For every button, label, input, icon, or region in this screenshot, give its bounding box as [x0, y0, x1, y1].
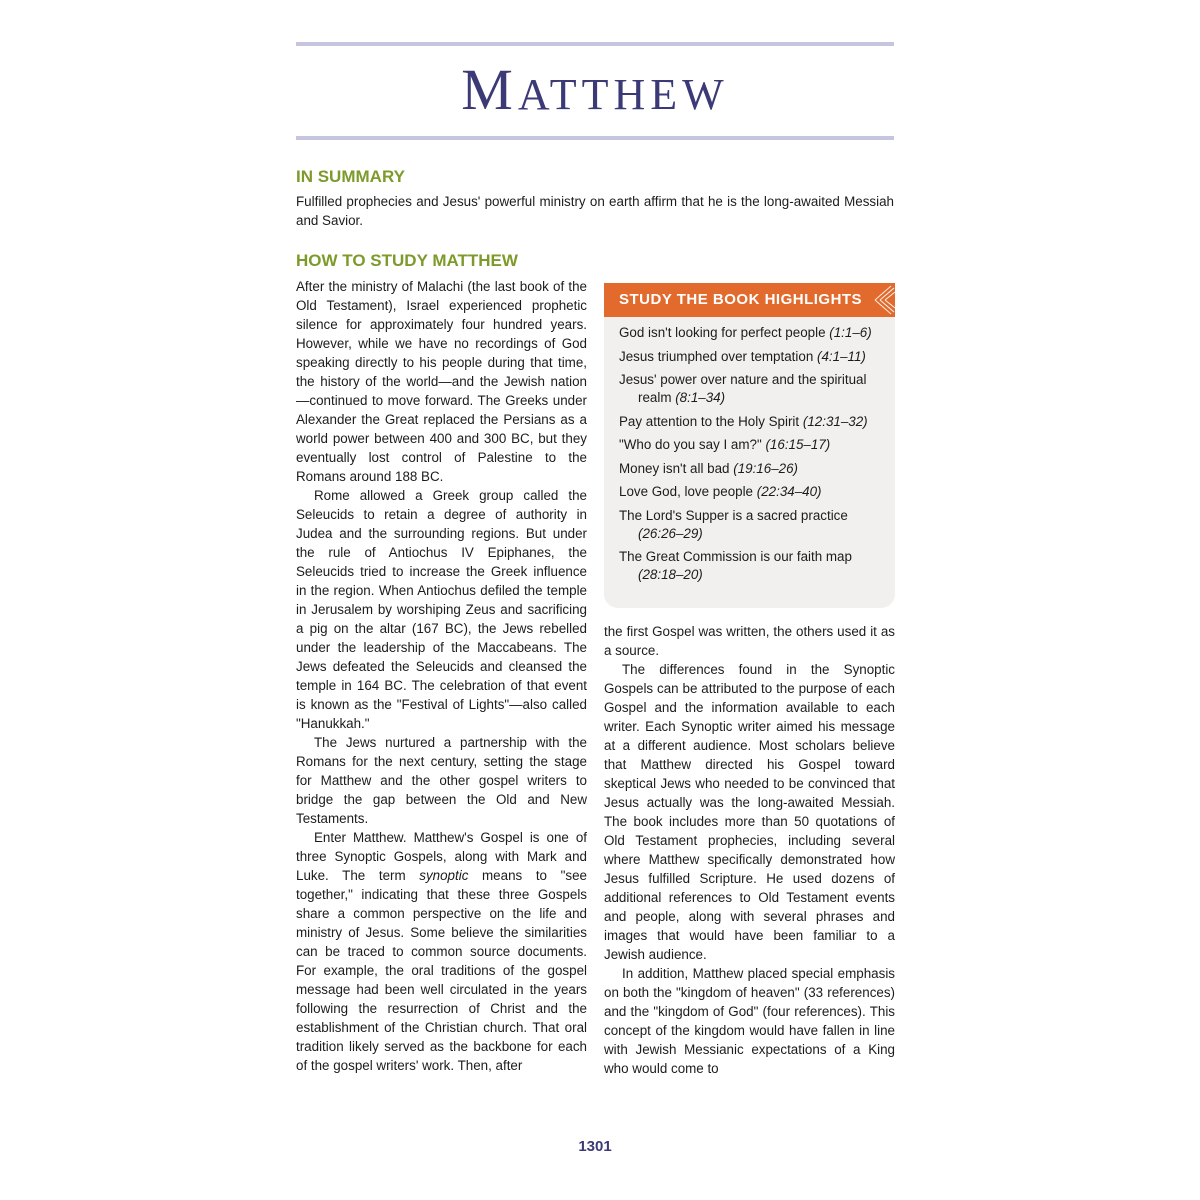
summary-text: Fulfilled prophecies and Jesus' powerful ministry on earth affirm that he is the long-awaited Messiah and Savior.: [296, 194, 894, 228]
paragraph-text: means to "see together," indicating that these three Gospels share a common perspective on the life and ministry of Jesus. Some believe the similarities can be traced to common source documents. For example, the oral traditions of the gospel message had been well circulated in the years following the resurrection of Christ and the establishment of the Christian church. That oral tradition likely served as the backbone for each of the gospel writers' work. Then, after: [296, 868, 587, 1073]
highlight-item: Money isn't all bad (19:16–26): [619, 460, 799, 476]
bottom-rule: [296, 136, 894, 140]
term-synoptic: synoptic: [419, 868, 469, 883]
right-column: [604, 622, 895, 1078]
paragraph: The Jews nurtured a partnership with the Romans for the next century, setting the stage for Matthew and the other gospel writers to bridge the gap between the Old and New Testaments.: [296, 735, 587, 826]
highlights-box: [604, 283, 895, 608]
paragraph: The differences found in the Synoptic Gospels can be attributed to the purpose of each Gospel and the information available to each writer. Each Synoptic writer aimed his message at a different audience. Most scholars believe that Matthew directed his Gospel toward skeptical Jews who needed to be convinced that Jesus actually was the long-awaited Messiah. The book includes more than 50 quotations of Old Testament prophecies, including several where Matthew specifically demonstrated how Jesus fulfilled Scripture. He used dozens of additional references to Old Testament events and people, along with several phrases and images that would have been familiar to a Jewish audience.: [604, 662, 895, 962]
paragraph: [296, 828, 587, 1075]
highlight-item: Pay attention to the Holy Spirit (12:31–32): [619, 413, 868, 429]
study-heading: HOW TO STUDY MATTHEW: [296, 251, 518, 270]
highlights-title: STUDY THE BOOK HIGHLIGHTS: [619, 291, 863, 308]
highlights-list: [619, 324, 884, 590]
left-column: [296, 277, 587, 1075]
summary-heading: IN SUMMARY: [296, 167, 405, 186]
paragraph-text: Enter Matthew. Matthew's Gospel is one of three Synoptic Gospels, along with Mark and Luke. The term: [296, 830, 587, 883]
highlight-item: The Lord's Supper is a sacred practice (26:26–29): [619, 507, 848, 541]
highlight-item: Jesus triumphed over temptation (4:1–11): [619, 348, 866, 364]
top-rule: [296, 42, 894, 46]
paragraph: After the ministry of Malachi (the last book of the Old Testament), Israel experienced prophetic silence for approximately four hundred years. However, while we have no recordings of God speaking directly to his people during that time, the history of the world—and the Jewish nation—continued to move forward. The Greeks under Alexander the Great replaced the Persians as a world power between 400 and 300 BC, but they eventually lost control of Palestine to the Romans around 188 BC.: [296, 279, 587, 484]
highlight-item: God isn't looking for perfect people (1:1–6): [619, 325, 872, 340]
highlight-item: Love God, love people (22:34–40): [619, 484, 822, 499]
paragraph: the first Gospel was written, the others used it as a source.: [604, 624, 895, 658]
page-number: 1301: [578, 1138, 612, 1155]
paragraph: In addition, Matthew placed special emphasis on both the "kingdom of heaven" (33 references) and the "kingdom of God" (four references). This concept of the kingdom would have fallen in line with Jewish Messianic expectations of a King who would come to: [604, 966, 895, 1076]
highlights-header: [604, 283, 895, 317]
highlight-item: The Great Commission is our faith map (28:18–20): [619, 549, 852, 582]
crosshatch-corner-icon: [873, 283, 895, 317]
paragraph: Rome allowed a Greek group called the Seleucids to retain a degree of authority in Judea and the surrounding regions. But under the rule of Antiochus IV Epiphanes, the Seleucids tried to increase the Greek influence in the region. When Antiochus defiled the temple in Jerusalem by worshiping Zeus and sacrificing a pig on the altar (167 BC), the Jews rebelled under the leadership of the Maccabeans. The Jews defeated the Seleucids and cleansed the temple in 164 BC. The celebration of that event is known as the "Festival of Lights"—also called "Hanukkah.": [296, 488, 587, 731]
highlight-item: Jesus' power over nature and the spiritual realm (8:1–34): [619, 372, 867, 405]
book-title: MATTHEW: [461, 57, 729, 122]
highlight-item: "Who do you say I am?" (16:15–17): [619, 437, 831, 452]
